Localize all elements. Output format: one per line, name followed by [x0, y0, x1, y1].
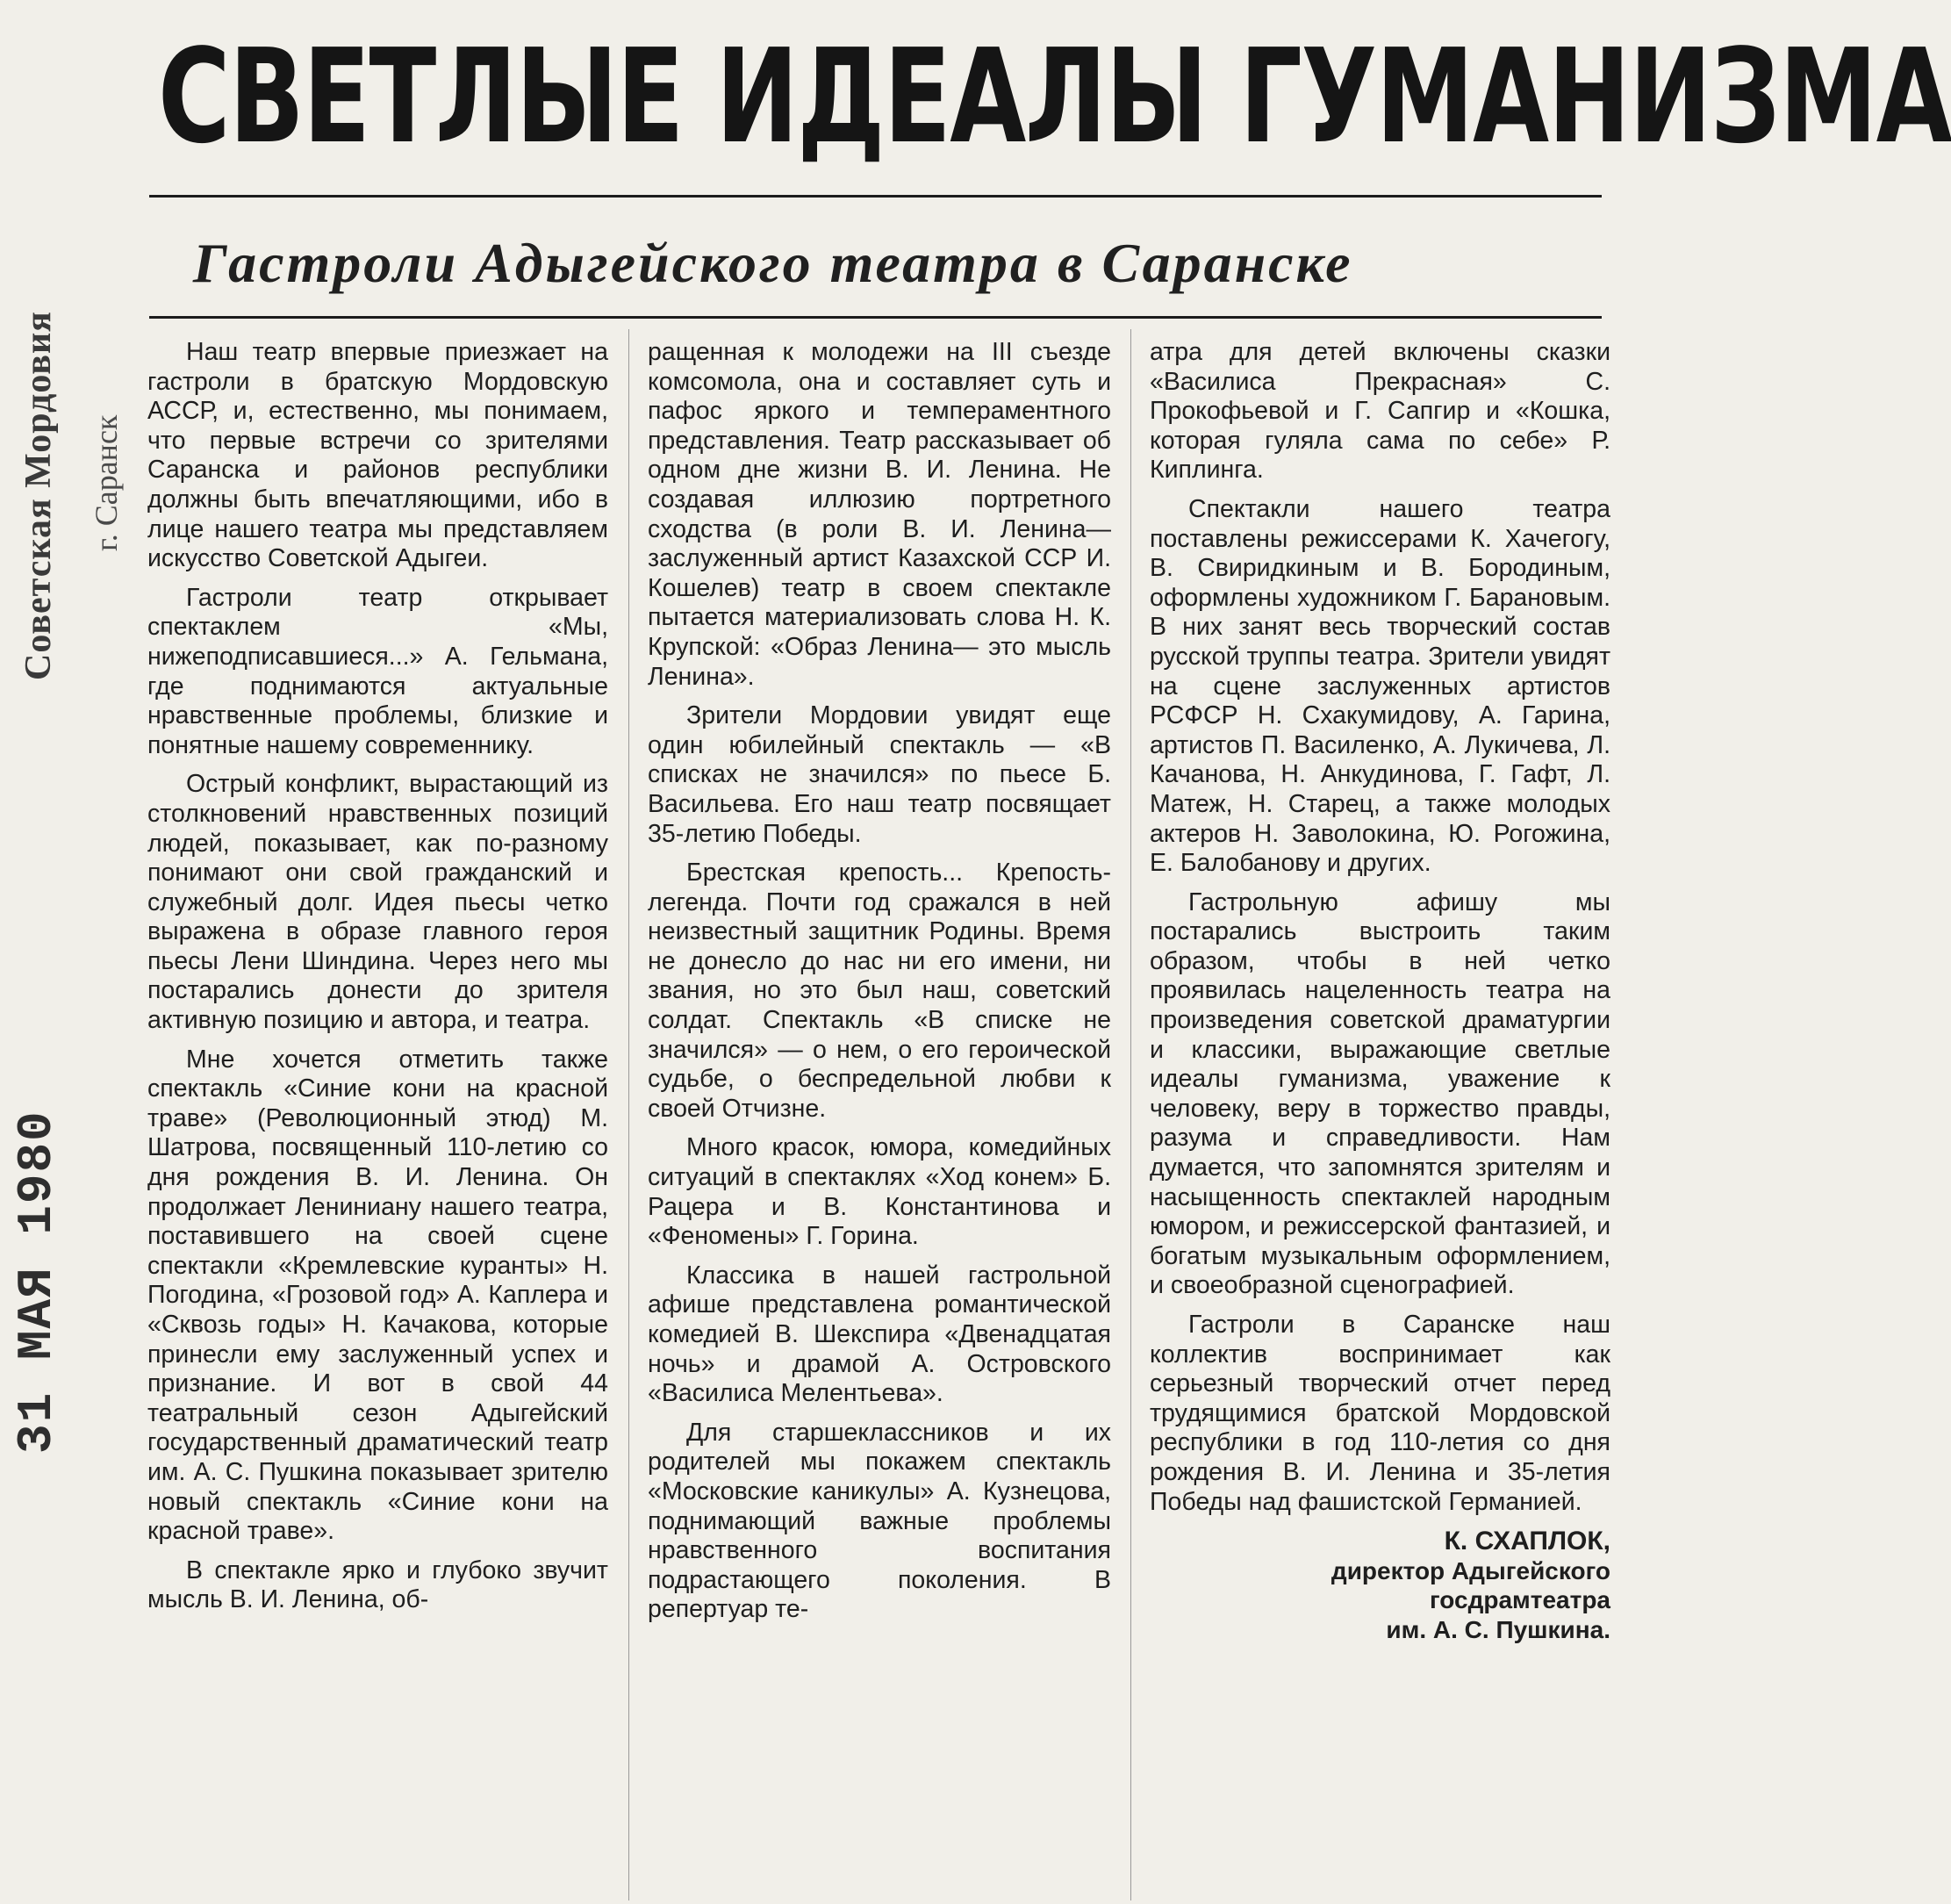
paragraph: Мне хочется отметить также спектакль «Синие кони на красной траве» (Революционный этюд) М. Шатрова, посвященный 110-летию со дня рождения В. И. Ленина. Он продолжает Лениниану нашего театра, поставившего на своей сцене спектакли «Кремлевские куранты» Н. Погодина, «Грозовой год» А. Каплера и «Сквозь годы» Н. Качакова, которые принесли ему заслуженный успех и признание. И вот в свой 44 театральный сезон Адыгейский государственный драматический театр им. А. С. Пушкина показывает зрителю новый спектакль «Синие кони на красной траве».	[147, 1045, 608, 1546]
subheadline: Гастроли Адыгейского театра в Саранске	[193, 232, 1353, 294]
paragraph: Наш театр впервые приезжает на гастроли в братскую Мордовскую АССР, и, естественно, мы понимаем, что первые встречи со зрителями Саранска и районов республики должны быть впечатляющими, ибо в лице нашего театра мы представляем искусство Советской Адыгеи.	[147, 338, 608, 573]
paragraph: Много красок, юмора, комедийных ситуаций в спектаклях «Ход конем» Б. Рацера и В. Константинова и «Феномены» Г. Горина.	[648, 1133, 1111, 1251]
author-position: им. А. С. Пушкина.	[1386, 1615, 1610, 1643]
article-column-3	[1150, 338, 1610, 1896]
paragraph: Острый конфликт, вырастающий из столкновений нравственных позиций людей, показывает, как по-разному понимают они свой гражданский и служебный долг. Идея пьесы четко выражена в образе главного героя пьесы Лени Шиндина. Через него мы постарались донести до зрителя активную позицию и автора, и театра.	[147, 770, 608, 1035]
paragraph: Спектакли нашего театра поставлены режиссерами К. Хачегогу, В. Свиридкиным и В. Бородиным, оформлены художником Г. Барановым. В них занят весь творческий состав русской труппы театра. Зрители увидят на сцене заслуженных артистов РСФСР Н. Схакумидову, А. Гарина, артистов П. Василенко, А. Лукичева, Л. Качанова, Н. Анкудинова, Г. Гафт, Л. Матеж, Н. Старец, а также молодых актеров Н. Заволокина, Ю. Рогожина, Е. Балобанову и других.	[1150, 494, 1610, 878]
paragraph: Гастроли театр открывает спектаклем «Мы, нижеподписавшиеся...» А. Гельмана, где поднимаются актуальные нравственные проблемы, близкие и понятные нашему современнику.	[147, 583, 608, 759]
author-signature	[1150, 1527, 1610, 1644]
paragraph: Гастрольную афишу мы постарались выстроить таким образом, чтобы в ней четко проявилась нацеленность театра на произведения советской драматургии и классики, выражающие светлые идеалы гуманизма, уважение к человеку, веру в торжество правды, разума и справедливости. Нам думается, что запомнятся зрителям и насыщенность спектаклей народным юмором, и режиссерской фантазией, и богатым музыкальным оформлением, и своеобразной сценографией.	[1150, 887, 1610, 1300]
headline: СВЕТЛЫЕ ИДЕАЛЫ ГУМАНИЗМА	[158, 21, 1951, 172]
article-column-1	[147, 338, 608, 1896]
paragraph: Брестская крепость... Крепость-легенда. Почти год сражался в ней неизвестный защитник Родины. Время не донесло до нас ни его имени, ни звания, но это был наш, советский солдат. Спектакль «В списке не значился» — о нем, о его героической судьбе, о беспредельной любви к своей Отчизне.	[648, 859, 1111, 1123]
author-name: К. СХАПЛОК,	[1444, 1527, 1610, 1556]
date-stamp: 31 МАЯ 1980	[9, 1110, 65, 1454]
city-stamp: г. Саранск	[89, 414, 124, 551]
newspaper-stamp: Советская Мордовия	[18, 311, 59, 681]
paragraph: атра для детей включены сказки «Василиса Прекрасная» С. Прокофьевой и Г. Сапгир и «Кошка, которая гуляла сама по себе» Р. Киплинга.	[1150, 338, 1610, 485]
author-position: директор Адыгейского	[1331, 1556, 1610, 1584]
paragraph: Классика в нашей гастрольной афише представлена романтической комедией В. Шекспира «Двенадцатая ночь» и драмой А. Островского «Василиса Мелентьева».	[648, 1261, 1111, 1408]
article-column-2	[648, 338, 1111, 1896]
author-position: госдрамтеатра	[1429, 1586, 1610, 1614]
paragraph: В спектакле ярко и глубоко звучит мысль В. И. Ленина, об-	[147, 1556, 608, 1614]
bottom-rule	[149, 316, 1602, 319]
column-divider	[1130, 329, 1131, 1900]
paragraph: Гастроли в Саранске наш коллектив воспринимает как серьезный творческий отчет перед трудящимися братской Мордовской республики в год 110-летия со дня рождения В. И. Ленина и 35-летия Победы над фашистской Германией.	[1150, 1311, 1610, 1516]
column-divider	[628, 329, 629, 1900]
paragraph: ращенная к молодежи на III съезде комсомола, она и составляет суть и пафос яркого и темпераментного представления. Театр рассказывает об одном дне жизни В. И. Ленина. Не создавая иллюзию портретного сходства (в роли В. И. Ленина—заслуженный артист Казахской ССР И. Кошелев) театр в своем спектакле пытается материализовать слова Н. К. Крупской: «Образ Ленина— это мысль Ленина».	[648, 338, 1111, 691]
paragraph: Зрители Мордовии увидят еще один юбилейный спектакль — «В списках не значился» по пьесе Б. Васильева. Его наш театр посвящает 35-летию Победы.	[648, 701, 1111, 848]
top-rule	[149, 195, 1602, 198]
paragraph: Для старшеклассников и их родителей мы покажем спектакль «Московские каникулы» А. Кузнецова, поднимающий важные проблемы нравственного воспитания подрастающего поколения. В репертуар те-	[648, 1418, 1111, 1624]
